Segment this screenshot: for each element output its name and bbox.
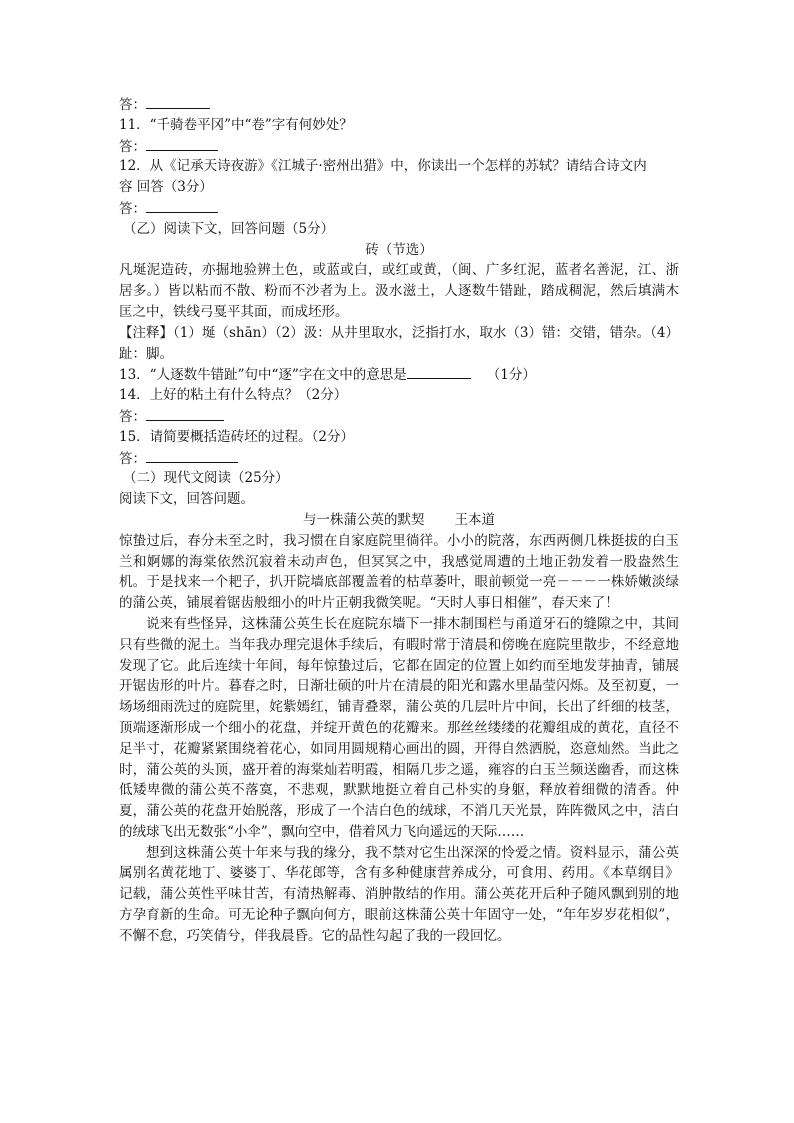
answer-blank[interactable] — [146, 94, 210, 109]
modern-instruction: 阅读下文，回答问题。 — [119, 491, 254, 508]
essay-title: 与一株蒲公英的默契 — [303, 511, 425, 528]
question-12-line-2: 容 回答（3分） — [119, 179, 213, 196]
answer-blank[interactable] — [407, 364, 471, 379]
brick-notes: 【注释】（1）埏（shān）（2）汲：从井里取水，泛指打水，取水（3）错：交错，错杂。（4）趾：脚。 — [119, 324, 679, 362]
answer-blank[interactable] — [146, 448, 238, 463]
essay-paragraph-3: 想到这株蒲公英十年来与我的缘分，我不禁对它生出深深的怜爱之情。资料显示，蒲公英属别名黄花地丁、婆婆丁、华花郎等，含有多种健康营养成分，可食用、药用。《本草纲目》记载，蒲公英性平味甘苦，有清热解毒、消肿散结的作用。蒲公英花开后种子随风飘到别的地方孕育新的生命。可无论种子飘向何方，眼前这株蒲公英十年固守一处，“年年岁岁花相似”，不懈不怠，巧笑倩兮，伴我晨昏。它的品性勾起了我的一段回忆。 — [119, 844, 679, 944]
question-15: 15．请简要概括造砖坯的过程。（2分） — [119, 428, 355, 445]
modern-reading-heading: （二）现代文阅读（25分） — [123, 470, 289, 487]
question-12-line-1: 12．从《记承天诗夜游》《江城子·密州出猎》中，你读出一个怎样的苏轼？请结合诗文内 — [119, 158, 647, 175]
question-14: 14．上好的粘土有什么特点？（2分） — [119, 387, 348, 404]
answer-line-4: 答： — [119, 406, 679, 427]
question-13: 13．“人逐数牛错趾”句中“逐”字在文中的意思是 （1分） — [119, 364, 679, 385]
answer-line-2: 答： — [119, 136, 679, 157]
essay-paragraph-1: 惊蛰过后，春分未至之时，我习惯在自家庭院里徜徉。小小的院落，东西两侧几株挺拔的白玉兰和婀娜的海棠依然沉寂着未动声色，但冥冥之中，我感觉周遭的土地正勃发着一股盎然生机。于是找来一个耙子，扒开院墙底部覆盖着的枯草萎叶，眼前顿觉一亮－－－一株娇嫩淡绿的蒲公英，铺展着锯齿般细小的叶片正朝我微笑呢。“天时人事日相催”，春天来了！ — [119, 532, 679, 612]
essay-title-line — [119, 510, 679, 531]
exam-page — [119, 94, 679, 947]
answer-line-1: 答： — [119, 94, 679, 115]
answer-blank[interactable] — [146, 198, 218, 213]
essay-paragraph-2: 说来有些怪异，这株蒲公英生长在庭院东墙下一排木制围栏与甬道牙石的缝隙之中，其间只有些微的泥土。当年我办理完退休手续后，有暇时常于清晨和傍晚在庭院里散步，不经意地发现了它。此后连续十年间，每年惊蛰过后，它都在固定的位置上如约而至地发芽抽青，铺展开锯齿形的叶片。暮春之时，日渐壮硕的叶片在清晨的阳光和露水里晶莹闪烁。及至初夏，一场场细雨洗过的庭院里，姹紫嫣红，铺青叠翠，蒲公英的几层叶片中间，长出了纤细的枝茎，顶端逐渐形成一个细小的花盘，并绽开黄色的花瓣来。那丝丝缕缕的花瓣组成的黄花，直径不足半寸，花瓣紧紧围绕着花心，如同用圆规精心画出的圆，开得自然洒脱，恣意灿然。当此之时，蒲公英的头顶，盛开着的海棠灿若明霞，相隔几步之遥，雍容的白玉兰频送幽香，而这株低矮卑微的蒲公英不落寞，不悲观，默默地挺立着自己朴实的身躯，释放着细微的清香。仲夏，蒲公英的花盘开始脱落，形成了一个洁白色的绒球，不消几天光景，阵阵微风之中，洁白的绒球飞出无数张“小伞”，飘向空中，借着风力飞向遥远的天际…… — [119, 615, 679, 840]
answer-blank[interactable] — [146, 406, 224, 421]
essay-author: 王本道 — [454, 511, 495, 528]
question-11: 11．“千骑卷平冈”中“卷”字有何妙处？ — [119, 116, 353, 133]
brick-title: 砖（节选） — [365, 241, 433, 258]
section-yi-heading: （乙）阅读下文，回答问题（5分） — [123, 220, 335, 237]
answer-blank[interactable] — [146, 136, 218, 151]
brick-passage: 凡埏泥造砖，亦掘地验辨土色，或蓝或白，或红或黄，（闽、广多红泥，蓝者名善泥，江、浙居多。）皆以粘而不散、粉而不沙者为上。汲水滋土，人逐数牛错趾，踏成稠泥，然后填满木匡之中，铁线弓戛平其面，而成坯形。 — [119, 262, 679, 320]
answer-line-5: 答： — [119, 448, 679, 469]
answer-line-3: 答： — [119, 198, 679, 219]
